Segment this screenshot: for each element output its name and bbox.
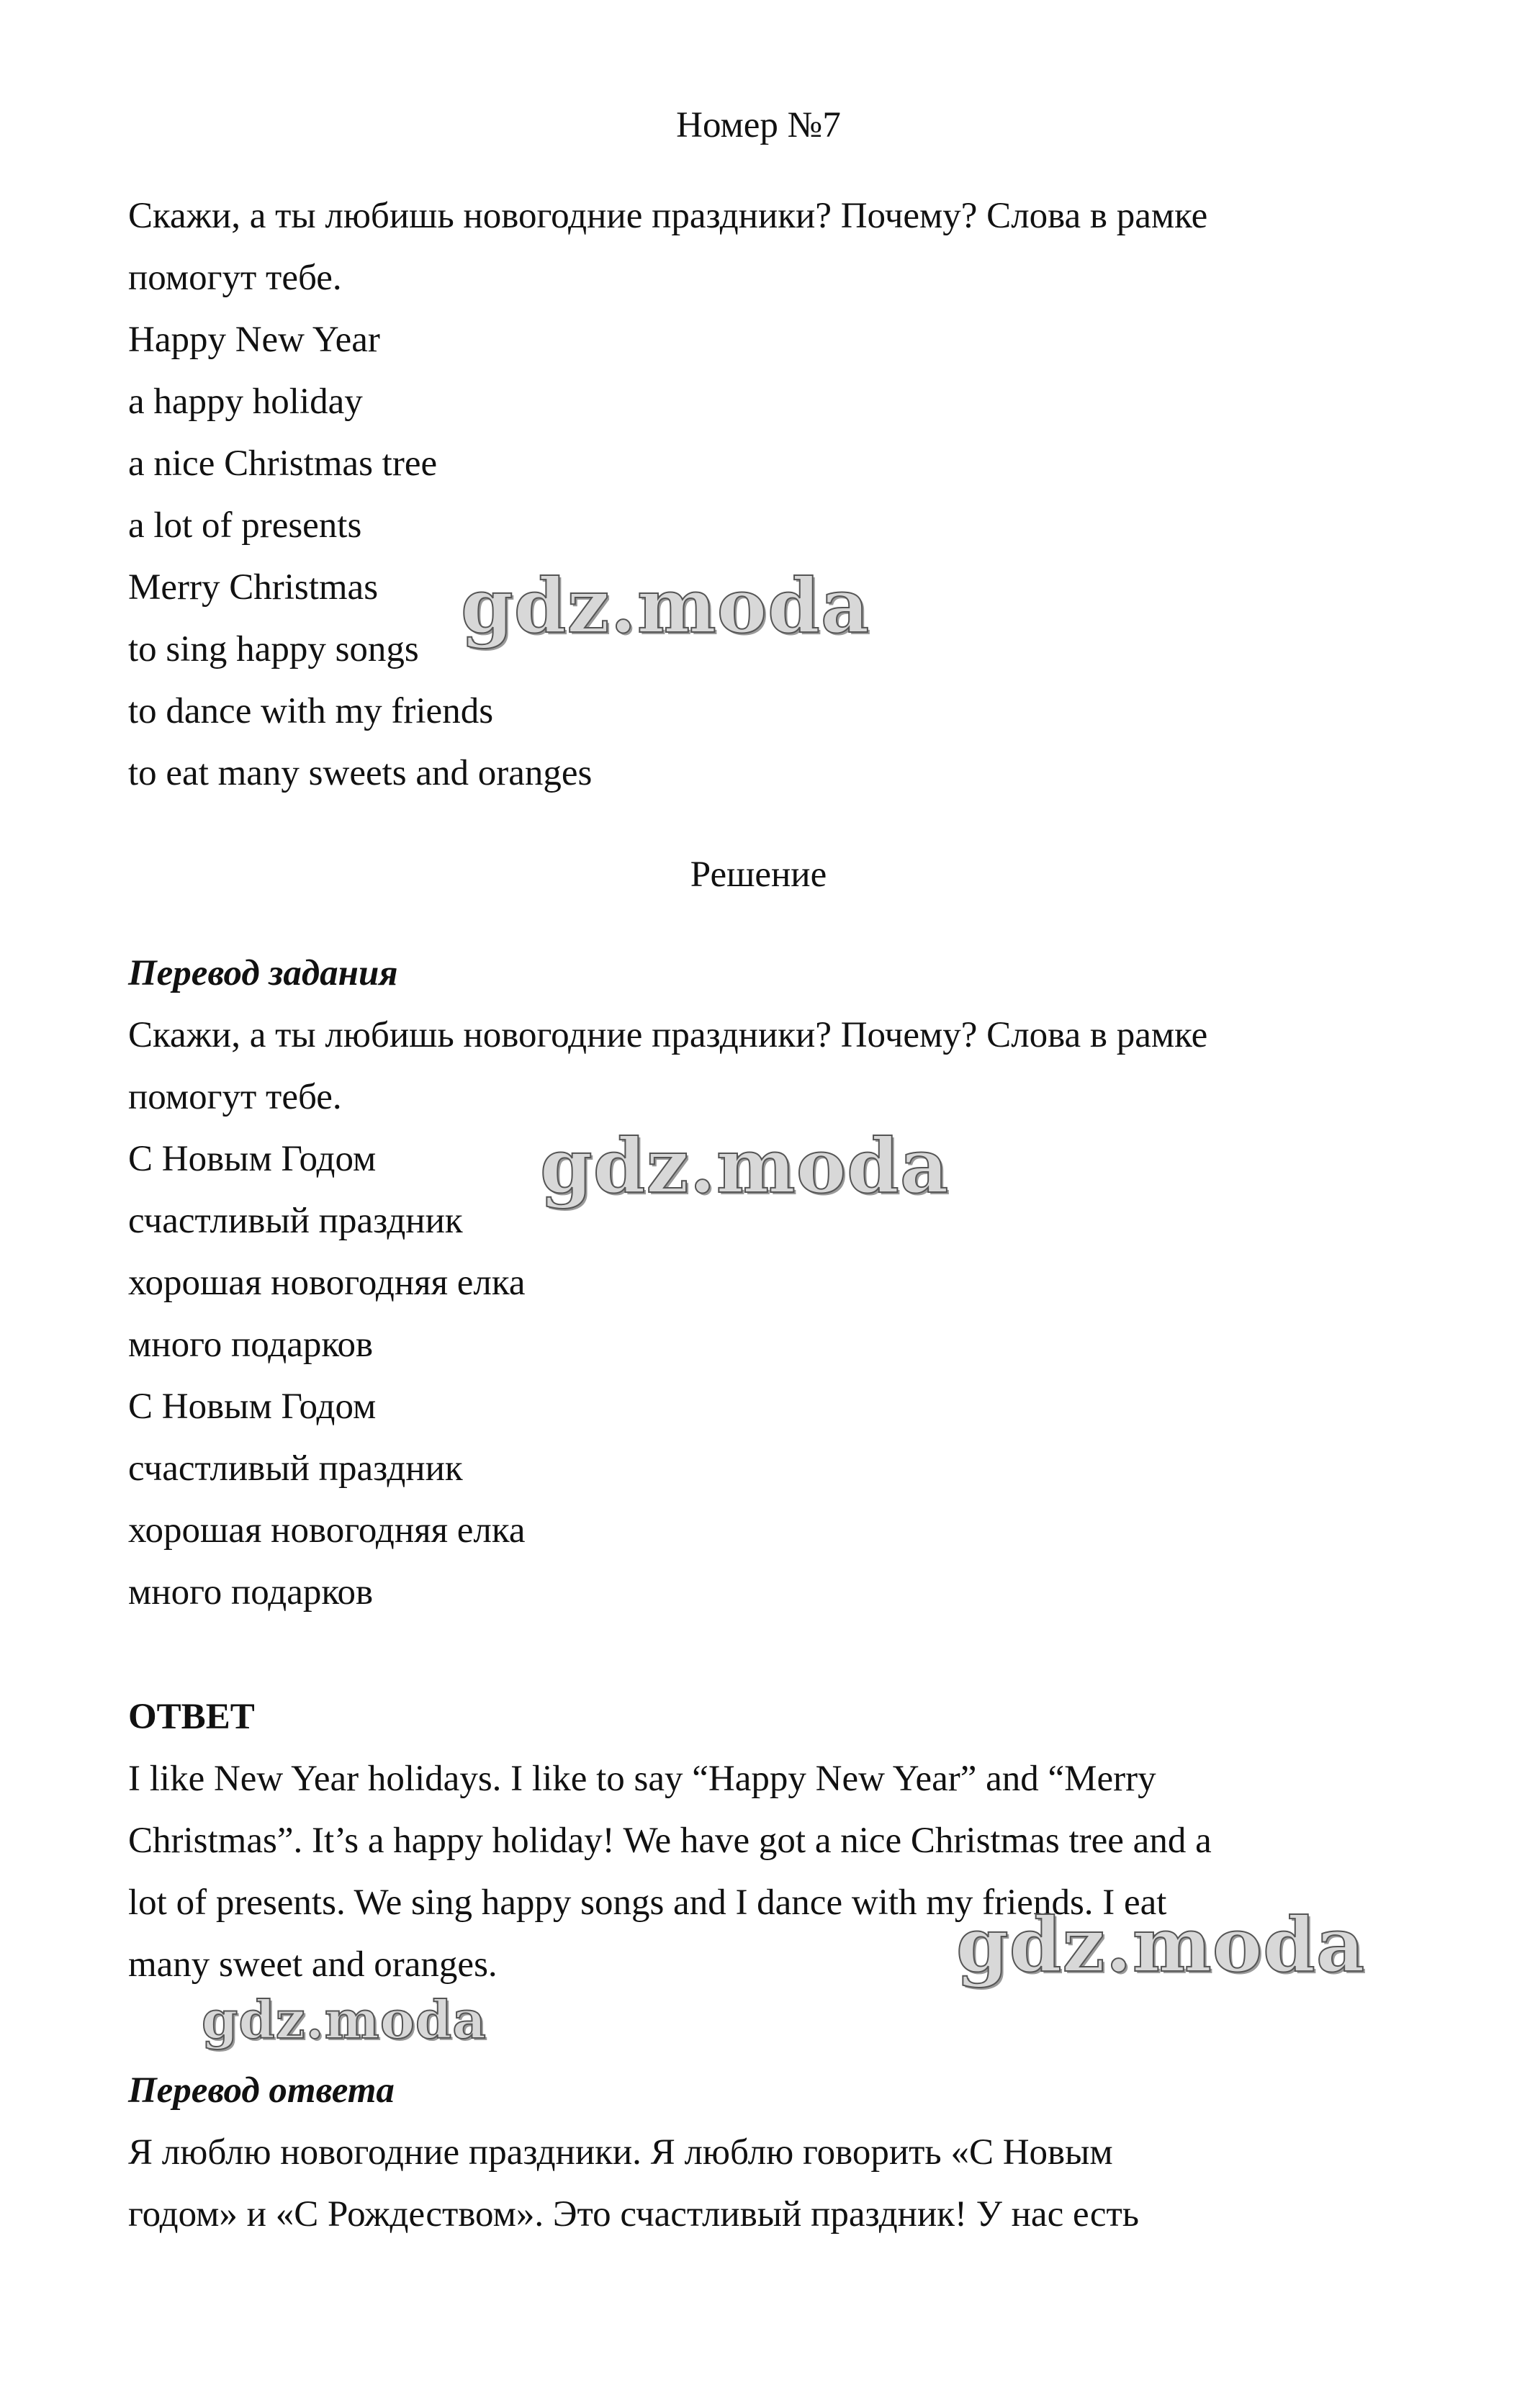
task-word: Merry Christmas	[128, 567, 379, 608]
answer-line: I like New Year holidays. I like to say “Happy New Year” and “Merry	[128, 1759, 1156, 1799]
translation-word: С Новым Годом	[128, 1139, 377, 1179]
page-title: Номер №7	[676, 105, 841, 145]
task-prompt-line-1: Скажи, а ты любишь новогодние праздники? Почему? Слова в рамке	[128, 196, 1208, 236]
answer-line: Christmas”. It’s a happy holiday! We have got a nice Christmas tree and a	[128, 1821, 1212, 1861]
translation-word: счастливый праздник	[128, 1448, 463, 1489]
watermark-logo: gdz.moda	[461, 562, 870, 650]
translation-prompt-line-1: Скажи, а ты любишь новогодние праздники? Почему? Слова в рамке	[128, 1015, 1208, 1055]
answer-translation-line: Я люблю новогодние праздники. Я люблю говорить «С Новым	[128, 2132, 1113, 2173]
translation-word: много подарков	[128, 1572, 374, 1613]
task-prompt-line-2: помогут тебе.	[128, 258, 342, 298]
watermark-logo: gdz.moda	[956, 1900, 1366, 1989]
task-word: a happy holiday	[128, 382, 363, 422]
task-word: a nice Christmas tree	[128, 443, 438, 484]
translation-word: много подарков	[128, 1325, 374, 1365]
task-word: to eat many sweets and oranges	[128, 753, 593, 793]
translation-word: хорошая новогодняя елка	[128, 1510, 526, 1551]
translation-word: счастливый праздник	[128, 1201, 463, 1241]
answer-translation-line: годом» и «С Рождеством». Это счастливый праздник! У нас есть	[128, 2194, 1140, 2235]
solution-title: Решение	[690, 854, 827, 895]
translation-heading: Перевод задания	[128, 953, 398, 993]
translation-prompt-line-2: помогут тебе.	[128, 1077, 342, 1117]
translation-word: хорошая новогодняя елка	[128, 1263, 526, 1303]
answer-translation-heading: Перевод ответа	[128, 2070, 395, 2111]
answer-heading: ОТВЕТ	[128, 1697, 255, 1737]
task-word: Happy New Year	[128, 320, 380, 360]
answer-line: many sweet and oranges.	[128, 1944, 498, 1985]
translation-word: С Новым Годом	[128, 1386, 377, 1427]
task-word: a lot of presents	[128, 505, 362, 546]
watermark-logo: gdz.moda	[540, 1122, 950, 1210]
answer-line: lot of presents. We sing happy songs and I dance with my friends. I eat	[128, 1882, 1167, 1923]
task-word: to dance with my friends	[128, 691, 494, 731]
task-word: to sing happy songs	[128, 629, 419, 669]
watermark-logo: gdz.moda	[202, 1989, 487, 2050]
